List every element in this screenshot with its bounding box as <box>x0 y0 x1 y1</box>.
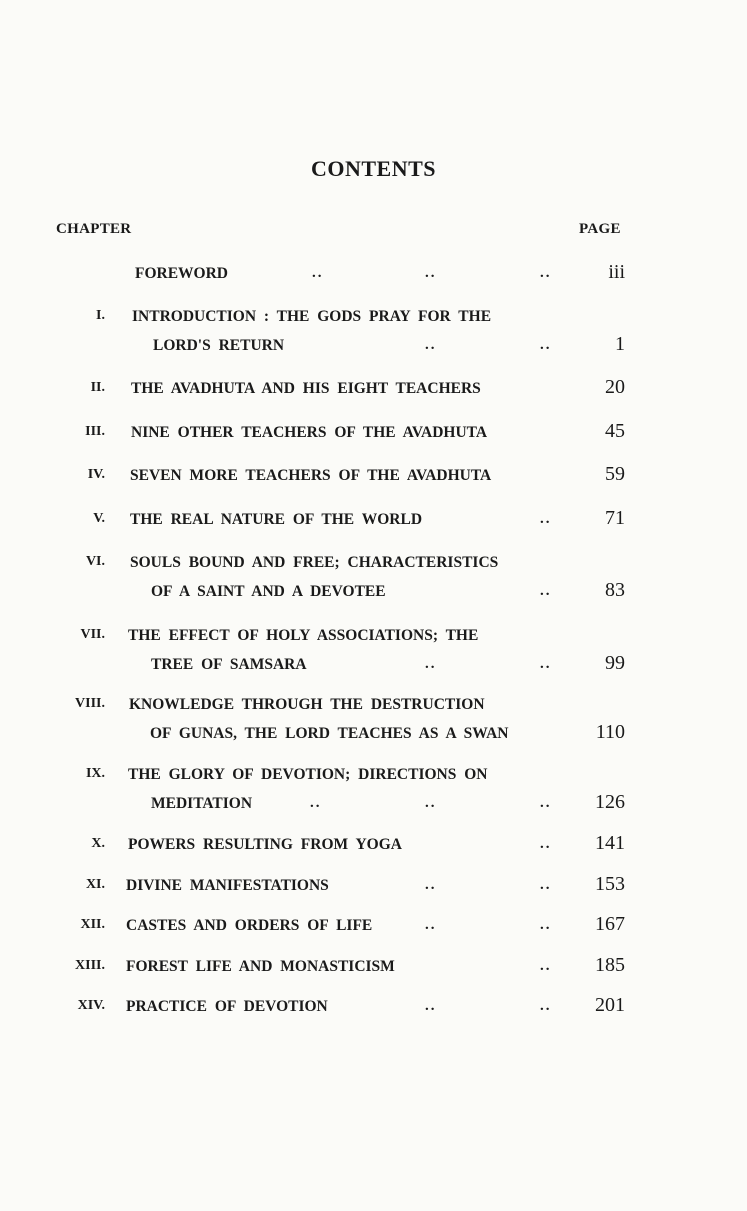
chapter-number: VIII. <box>75 696 105 711</box>
chapter-title-line: THE REAL NATURE OF THE WORLD <box>130 511 423 528</box>
chapter-title-line: THE AVADHUTA AND HIS EIGHT TEACHERS <box>131 380 481 397</box>
dot-leader: .. <box>540 583 552 599</box>
dot-leader: .. <box>540 836 552 852</box>
page-number: 45 <box>605 420 625 442</box>
chapter-title-line: POWERS RESULTING FROM YOGA <box>128 836 402 853</box>
page-number: 20 <box>605 376 625 398</box>
chapter-number: I. <box>96 308 105 323</box>
chapter-title-line: KNOWLEDGE THROUGH THE DESTRUCTION <box>129 696 485 713</box>
chapter-number: III. <box>85 424 105 439</box>
dot-leader: .. <box>540 511 552 527</box>
page-number: 1 <box>615 333 625 355</box>
chapter-title-line: PRACTICE OF DEVOTION <box>126 998 328 1015</box>
chapter-title-line: FOREST LIFE AND MONASTICISM <box>126 958 395 975</box>
chapter-number: VI. <box>85 554 105 569</box>
chapter-title-line: MEDITATION <box>151 795 253 812</box>
page-number: 167 <box>595 913 625 935</box>
chapter-title-line: CASTES AND ORDERS OF LIFE <box>126 917 373 934</box>
page-number: 201 <box>595 994 625 1016</box>
page-number: 141 <box>595 832 625 854</box>
dot-leader: .. <box>540 877 552 893</box>
page-number: 185 <box>595 954 625 976</box>
chapter-number: XI. <box>85 877 105 892</box>
chapter-title-line: LORD'S RETURN <box>153 337 285 354</box>
chapter-title-line: SOULS BOUND AND FREE; CHARACTERISTICS <box>130 554 499 571</box>
chapter-number: VII. <box>80 627 105 642</box>
page-number: 110 <box>595 721 625 743</box>
chapter-number: XIII. <box>75 958 105 973</box>
chapter-title-line: THE EFFECT OF HOLY ASSOCIATIONS; THE <box>128 627 479 644</box>
dot-leader: .. <box>310 795 322 811</box>
dot-leader: .. <box>425 998 437 1014</box>
chapter-column-header: CHAPTER <box>56 221 132 237</box>
chapter-title-line: TREE OF SAMSARA <box>151 656 307 673</box>
chapter-title-line: INTRODUCTION : THE GODS PRAY FOR THE <box>132 308 492 325</box>
dot-leader: .. <box>425 917 437 933</box>
chapter-title-line: DIVINE MANIFESTATIONS <box>126 877 329 894</box>
page-column-header: PAGE <box>579 221 621 237</box>
page-number: 153 <box>595 873 625 895</box>
page-number: 126 <box>595 791 625 813</box>
chapter-title-line: FOREWORD <box>135 265 228 282</box>
dot-leader: .. <box>425 795 437 811</box>
chapter-number: XIV. <box>77 998 105 1013</box>
dot-leader: .. <box>425 337 437 353</box>
chapter-number: IX. <box>85 766 105 781</box>
chapter-number: X. <box>91 836 105 851</box>
page-number: 83 <box>605 579 625 601</box>
chapter-number: XII. <box>80 917 105 932</box>
page-number: 59 <box>605 463 625 485</box>
page-number: 99 <box>605 652 625 674</box>
dot-leader: .. <box>540 917 552 933</box>
dot-leader: .. <box>540 998 552 1014</box>
dot-leader: .. <box>540 795 552 811</box>
dot-leader: .. <box>425 265 437 281</box>
dot-leader: .. <box>540 337 552 353</box>
chapter-number: IV. <box>87 467 105 482</box>
chapter-title-line: OF A SAINT AND A DEVOTEE <box>151 583 386 600</box>
dot-leader: .. <box>425 656 437 672</box>
dot-leader: .. <box>425 877 437 893</box>
page-title: CONTENTS <box>310 156 437 181</box>
dot-leader: .. <box>312 265 324 281</box>
chapter-title-line: THE GLORY OF DEVOTION; DIRECTIONS ON <box>128 766 488 783</box>
chapter-number: V. <box>93 511 105 526</box>
page-number: iii <box>608 261 625 283</box>
page-number: 71 <box>605 507 625 529</box>
chapter-number: II. <box>90 380 105 395</box>
chapter-title-line: NINE OTHER TEACHERS OF THE AVADHUTA <box>131 424 488 441</box>
dot-leader: .. <box>540 958 552 974</box>
dot-leader: .. <box>540 265 552 281</box>
dot-leader: .. <box>540 656 552 672</box>
chapter-title-line: SEVEN MORE TEACHERS OF THE AVADHUTA <box>130 467 492 484</box>
chapter-title-line: OF GUNAS, THE LORD TEACHES AS A SWAN <box>150 725 509 742</box>
